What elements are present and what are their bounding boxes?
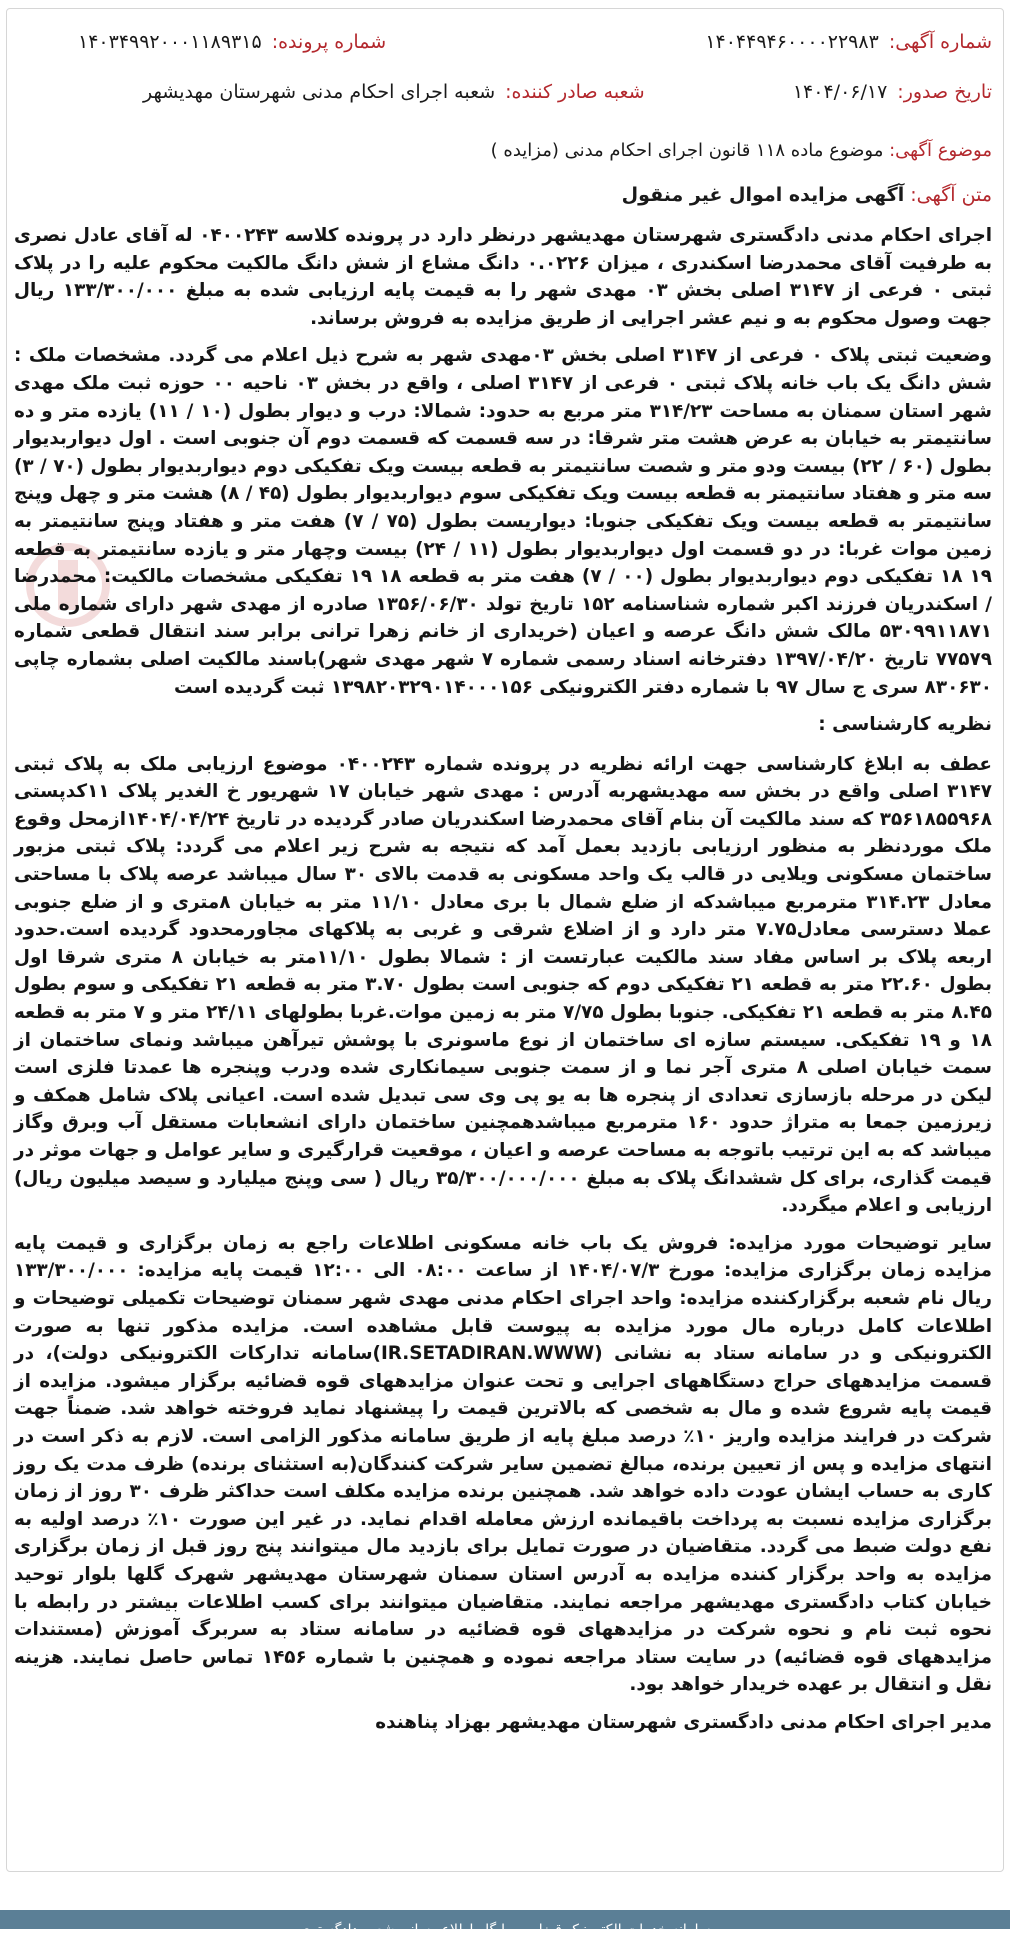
footer-text: سامانه خدمات الکترونیک قضایی - پایگاه اطلاع رسانی شعب دادگستری [299, 1922, 711, 1938]
issue-date-field [793, 81, 992, 103]
issuer-value: شعبه اجرای احکام مدنی شهرستان مهدیشهر [143, 81, 496, 103]
text-label: متن آگهی: [910, 184, 992, 206]
text-title: آگهی مزایده اموال غیر منقول [621, 184, 905, 206]
ad-number-value: ۱۴۰۴۴۹۴۶۰۰۰۰۲۲۹۸۳ [705, 31, 879, 53]
announcement-body [14, 222, 992, 1746]
footer-bar [0, 1910, 1010, 1938]
case-number-label: شماره پرونده: [271, 31, 387, 53]
issue-date-label: تاریخ صدور: [897, 81, 992, 103]
ad-number-label: شماره آگهی: [888, 31, 992, 53]
subject-label: موضوع آگهی: [889, 140, 992, 161]
issuer-label: شعبه صادر کننده: [505, 81, 645, 103]
text-title-row [18, 184, 992, 206]
signature-line: مدیر اجرای احکام مدنی دادگستری شهرستان مهدیشهر بهزاد پناهنده [375, 1711, 992, 1733]
case-number-field [78, 31, 386, 53]
paragraph-auction-details: سایر توضیحات مورد مزایده: فروش یک باب خانه مسکونی اطلاعات راجع به زمان برگزاری و قیمت پایه مزایده زمان برگزاری مزایده: مورخ ۱۴۰۴/۰۷/۳ از ساعت ۰۸:۰۰ الی ۱۲:۰۰ قیمت پایه مزایده: ۱۳۳/۳۰۰/۰۰۰ ریال نام شعبه برگزارکننده مزایده: واحد اجرای احکام مدنی مهدی شهر سمنان توضیحات تکمیلی توضیحات و اطلاعات کامل درباره مال مورد مزایده به پیوست قابل مشاهده است. مزایده مذکور تنها به صورت الکترونیکی و در سامانه ستاد به نشانی (IR.SETADIRAN.WWW)سامانه تدارکات الکترونیکی دولت)، در قسمت مزایدههای حراج دستگاههای اجرایی و تحت عنوان مزایدههای قوه قضائیه برگزار میشود. مزایده از قیمت پایه شروع شده و مال به شخصی که بالاترین قیمت را پیشنهاد نماید فروخته خواهد شد. ضمناً جهت شرکت در فرایند مزایده واریز ۱۰٪ درصد مبلغ پایه از طریق سامانه مذکور الزامی است. لازم به ذکر است در انتهای مزایده و پس از تعیین برنده، مبالغ تضمین سایر شرکت کنندگان(به استثنای برنده) ظرف مدت یک روز کاری به حساب ایشان عودت داده خواهد شد. همچنین برنده مزایده مکلف است حداکثر ظرف ۳۰ روز از زمان برگزاری مزایده نسبت به پرداخت باقیمانده ارزش معامله اقدام نماید. در غیر این صورت ۱۰٪ درصد اولیه به نفع دولت ضبط می گردد. متقاضیان در صورت تمایل برای بازدید مال میتوانند پنج روز قبل از زمان برگزاری مزایده به واحد برگزار کننده مزایده به آدرس استان سمنان شهرستان مهدیشهر شهرک گلها بلوار توحید خیابان کتاب دادگستری مهدیشهر مراجعه نمایند. متقاضیان میتوانند برای کسب اطلاعات بیشتر در رابطه با نحوه ثبت نام و نحوه شرکت در مزایدههای قوه قضائیه در سامانه ستاد به سربرگ آموزش (مستندات مزایدههای قوه قضائیه) در سایت ستاد مراجعه نموده و همچنین با شماره ۱۴۵۶ تماس حاصل نمایند. هزینه نقل و انتقال بر عهده خریدار خواهد بود. [14, 1232, 992, 1696]
issue-date-value: ۱۴۰۴/۰۶/۱۷ [792, 81, 888, 103]
issuer-field [143, 81, 645, 103]
subject-row [18, 140, 992, 161]
header-row-1 [18, 24, 992, 60]
ad-number-field [705, 31, 992, 53]
paragraph-expert-opinion: عطف به ابلاغ کارشناسی جهت ارائه نظریه در پرونده شماره ۰۴۰۰۲۴۳ موضوع ارزیابی ملک به پلاک ثبتی ۳۱۴۷ اصلی واقع در بخش سه مهدیشهربه آدرس : مهدی شهر خیابان ۱۷ شهریور خ الغدیر پلاک ۱۱کدپستی ۳۵۶۱۸۵۵۹۶۸ که سند مالکیت آن بنام آقای محمدرضا اسکندریان صادر گردیده در تاریخ ۱۴۰۴/۰۴/۲۴ازمحل وقوع ملک موردنظر به منظور ارزیابی بازدید بعمل آمد که نتیجه به شرح زیر اعلام می گردد: پلاک ثبتی مزبور ساختمان مسکونی ویلایی در قالب یک واحد مسکونی به قدمت بالای ۳۰ سال میباشد عرصه پلاک با مساحتی معادل ۳۱۴.۲۳ مترمربع میباشدکه از ضلع شمال با بری معادل ۱۱/۱۰ متر به خیابان ۸متری و از ضلع جنوبی عملا دسترسی معادل۷.۷۵ متر دارد و از اضلاع شرقی و غربی به پلاکهای مجاورمحدود گردیده است.حدود اربعه پلاک بر اساس مفاد سند مالکیت عبارتست از : شمالا بطول ۱۱/۱۰متر به خیابان ۸ متری شرقا اول بطول ۲۲.۶۰ متر به قطعه ۲۱ تفکیکی دوم که جنوبی است بطول ۳.۷۰ متر به قطعه ۲۱ تفکیکی و سوم بطول ۸.۴۵ متر به قطعه ۲۱ تفکیکی. جنوبا بطول ۷/۷۵ متر به زمین موات.غربا بطولهای ۲۴/۱۱ متر و ۷ متر به قطعه ۱۸ و ۱۹ تفکیکی. سیستم سازه ای ساختمان از نوع ماسونری با پوشش تیرآهن میباشد ونمای ساختمان از سمت خیابان اصلی ۸ متری آجر نما و از سمت جنوبی سیمانکاری شده ودرب وپنجره ها عمدتا فلزی است لیکن در مرحله بازسازی تعدادی از پنجره ها به یو پی وی سی تبدیل شده است. اعیانی پلاک شامل همکف و زیرزمین جمعا به متراژ حدود ۱۶۰ مترمربع میباشدهمچنین ساختمان دارای انشعابات مستقل آب وبرق وگاز میباشد که به این ترتیب باتوجه به مساحت عرصه و اعیان ، موقعیت قرارگیری و سایر عوامل و جهات موثر در قیمت گذاری، برای کل ششدانگ پلاک به مبلغ ۳۵/۳۰۰/۰۰۰/۰۰۰ ریال ( سی وپنج میلیارد و سیصد میلیون ریال) ارزیابی و اعلام میگردد. [14, 753, 993, 1217]
expert-opinion-heading: نظریه کارشناسی : [818, 714, 992, 736]
paragraph-registration: وضعیت ثبتی پلاک ۰ فرعی از ۳۱۴۷ اصلی بخش ۰۳مهدی شهر به شرح ذیل اعلام می گردد. مشخصات ملک : شش دانگ یک باب خانه پلاک ثبتی ۰ فرعی از ۳۱۴۷ اصلی ، واقع در بخش ۰۳ ناحیه ۰۰ حوزه ثبت ملک مهدی شهر استان سمنان به مساحت ۳۱۴/۲۳ متر مربع به حدود: شمالا: درب و دیوار بطول (۱۰ / ۱۱) یازده متر و ده سانتیمتر به خیابان به عرض هشت متر شرقا: در سه قسمت که قسمت دوم آن جنوبی است . اول دیواربدیوار بطول (۶۰ / ۲۲) بیست ودو متر و شصت سانتیمتر به قطعه بیست ویک تفکیکی دوم دیواربدیوار بطول (۷۰ / ۳) سه متر و هفتاد سانتیمتر به قطعه بیست ویک تفکیکی سوم دیواربدیوار بطول (۴۵ / ۸) هشت متر و چهل وپنج سانتیمتر به قطعه بیست ویک تفکیکی جنوبا: دیواریست بطول (۷۵ / ۷) هفت متر و هفتاد وپنج سانتیمتر به زمین موات غربا: در دو قسمت اول دیواربدیوار بطول (۱۱ / ۲۴) بیست وچهار متر و یازده سانتیمتر به قطعه ۱۹ ۱۸ تفکیکی دوم دیواربدیوار بطول (۰۰ / ۷) هفت متر به قطعه ۱۸ ۱۹ تفکیکی مشخصات مالکیت: محمدرضا / اسکندریان فرزند اکبر شماره شناسنامه ۱۵۲ تاریخ تولد ۱۳۵۶/۰۶/۳۰ صادره از مهدی شهر دارای شماره ملی ۵۳۰۹۹۱۱۸۷۱ مالک شش دانگ عرصه و اعیان (خریداری از خانم زهرا ترانی برابر سند انتقال قطعی شماره ۷۷۵۷۹ تاریخ ۱۳۹۷/۰۴/۲۰ دفترخانه اسناد رسمی شماره ۷ شهر مهدی شهر)باسند مالکیت اصلی بشماره چاپی ۸۳۰۶۳۰ سری ج سال ۹۷ با شماره دفتر الکترونیکی ۱۳۹۸۲۰۳۲۹۰۱۴۰۰۰۱۵۶ ثبت گردیده است [14, 345, 993, 698]
subject-value: موضوع ماده ۱۱۸ قانون اجرای احکام مدنی (مزایده ) [490, 140, 884, 161]
case-number-value: ۱۴۰۳۴۹۹۲۰۰۰۱۱۸۹۳۱۵ [78, 31, 262, 53]
header-row-2 [18, 74, 992, 110]
paragraph-intro: اجرای احکام مدنی دادگستری شهرستان مهدیشهر درنظر دارد در پرونده کلاسه ۰۴۰۰۲۴۳ له آقای عادل نصری به طرفیت آقای محمدرضا اسکندری ، میزان ۰.۰۲۲۶ دانگ مشاع از شش دانگ مالکیت محکوم علیه را در پلاک ثبتی ۰ فرعی از ۳۱۴۷ اصلی بخش ۰۳ مهدی شهر را به قیمت پایه ارزیابی شده به مبلغ ۱۳۳/۳۰۰/۰۰۰ ریال جهت وصول محکوم به و نیم عشر اجرایی از طریق مزایده به فروش برساند. [14, 225, 993, 329]
